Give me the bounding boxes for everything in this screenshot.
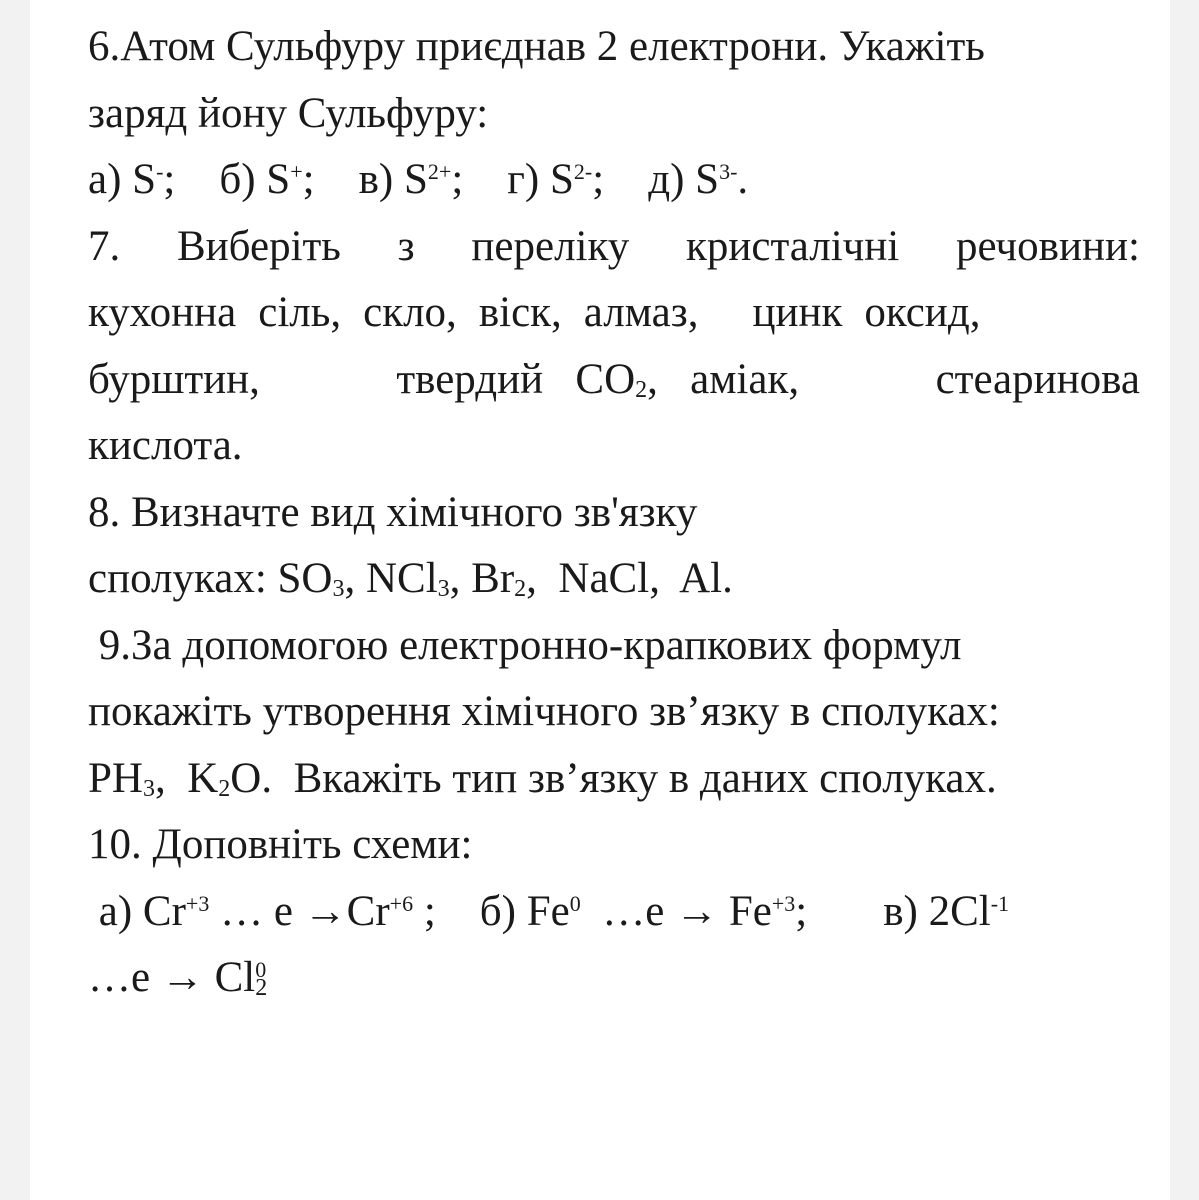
formula-ph3: $PH_3$ <box>88 754 155 802</box>
q6-options <box>88 147 1140 214</box>
chemistry-questions <box>88 14 1140 1012</box>
q7-phrase-solid-co2: твердий $CO_2$, аміак, <box>396 355 800 403</box>
formula-br2: $Br_2$ <box>471 555 527 602</box>
q6-option-e: д) $S^{3-}$. <box>648 156 749 203</box>
formula-so3: $SO_3$ <box>277 555 345 602</box>
q7-word: бурштин, <box>88 355 260 403</box>
q7-word: переліку <box>471 222 630 270</box>
q10-scheme-a: а) $Cr^{+3}$ … $е \to Cr^{+6}$ ; <box>88 887 436 935</box>
q7-word: речовини: <box>956 222 1140 270</box>
q7-line-4: кислота. <box>88 422 243 469</box>
q10-title: 10. Доповніть схеми: <box>88 821 473 868</box>
q7-line-3 <box>88 347 1140 414</box>
q7-word: оксид, <box>864 289 981 336</box>
q7-word: скло, <box>363 289 457 336</box>
q7-word: стеаринова <box>935 355 1140 403</box>
q7-word: з <box>397 222 415 270</box>
q6-option-a: а) S-; <box>88 156 176 203</box>
q6-option-c: в) $S^{2+}$; <box>358 156 464 203</box>
q7-word: кухонна <box>88 289 237 336</box>
q8-line-2: сполуках: $SO_3$, NCl$_3$, $Br_2$, NaCl, Al. <box>88 555 733 602</box>
q6-line-2: заряд йону Сульфуру: <box>88 89 489 137</box>
q10-scheme-b: б) Fe$^0$ …е → $Fe^{+3}$; <box>479 887 808 935</box>
q10-scheme-c: в) $2Cl^{-1}$ <box>883 887 1010 935</box>
q7-word: 7. <box>88 222 121 270</box>
q7-word: кристалічні <box>686 222 900 270</box>
formula-ncl3: NCl$_3$ <box>365 555 450 602</box>
q6-option-d: г) $S^{2-}$; <box>507 156 605 203</box>
q7-line-2 <box>88 280 1140 347</box>
q6-option-b: б) S+; <box>219 156 315 203</box>
q7-line-1 <box>88 214 1140 281</box>
q10-scheme-c-cont: …е → $Cl_2^0$ <box>88 954 268 1001</box>
q7-word: сіль, <box>258 289 342 336</box>
q9-line-3: $PH_3$, $K_2O$. Вкажіть тип зв’язку в даних сполуках. <box>88 754 997 802</box>
formula-k2o: $K_2O$. <box>187 754 273 802</box>
q10-schemes <box>88 879 1140 946</box>
q7-word: Виберіть <box>176 222 341 270</box>
q7-word: алмаз, <box>583 289 699 336</box>
q9-line-2: покажіть утворення хімічного зв’язку в сполуках: <box>88 688 1000 735</box>
q9-line-1: 9.За допомогою електронно-крапкових формул <box>88 621 962 669</box>
document-page <box>30 0 1170 1200</box>
q8-line-1: 8. Визначте вид хімічного зв'язку <box>88 488 698 536</box>
q7-word: цинк <box>752 289 843 336</box>
q7-word: віск, <box>478 289 562 336</box>
q6-line-1: 6.Атом Сульфуру приєднав 2 електрони. Укажіть <box>88 23 985 70</box>
